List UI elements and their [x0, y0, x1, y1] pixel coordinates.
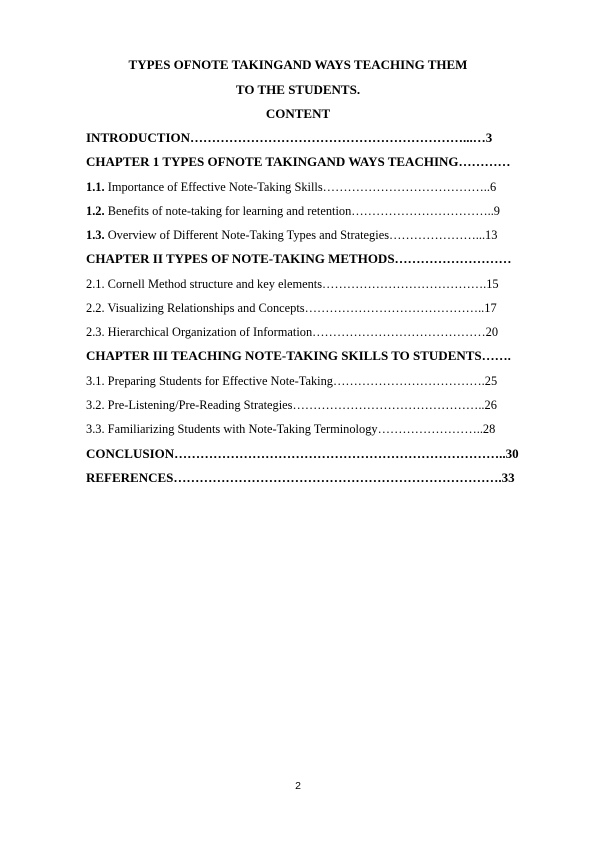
toc-entry-section-3-1 — [86, 373, 497, 389]
toc-entry-number: 1.3. — [86, 228, 105, 242]
toc-entry-chapter-3 — [86, 348, 511, 364]
document-title-line-2: TO THE STUDENTS. — [235, 82, 361, 97]
toc-entry-number: 1.2. — [86, 204, 105, 218]
toc-entry-text: REFERENCES………………………………………………………………….33 — [86, 470, 515, 485]
toc-entry-text: INTRODUCTION………………………………………………………...…3 — [86, 130, 493, 145]
toc-entry-chapter-1 — [86, 154, 511, 170]
toc-entry-section-2-1 — [86, 276, 499, 292]
toc-entry-section-1-2 — [86, 203, 500, 219]
page-number: 2 — [295, 780, 301, 792]
toc-entry-section-1-1 — [86, 179, 496, 195]
content-heading: CONTENT — [265, 106, 331, 121]
toc-entry-section-1-3 — [86, 227, 497, 243]
toc-entry-section-3-3 — [86, 421, 495, 437]
toc-entry-text: CHAPTER II TYPES OF NOTE-TAKING METHODS……………………… — [86, 251, 512, 266]
toc-entry-conclusion — [86, 446, 519, 462]
toc-entry-references — [86, 470, 515, 486]
toc-entry-introduction — [86, 130, 492, 146]
toc-entry-text: CONCLUSION…………………………………………………………………..30 — [86, 446, 519, 461]
toc-entry-text: 3.3. Familiarizing Students with Note-Taking Terminology……………………..28 — [86, 422, 496, 436]
toc-entry-text: 3.1. Preparing Students for Effective Note-Taking……………………………….25 — [86, 374, 498, 388]
toc-entry-section-2-3 — [86, 324, 498, 340]
toc-entry-section-3-2 — [86, 397, 497, 413]
toc-entry-text: CHAPTER 1 TYPES OFNOTE TAKINGAND WAYS TEACHING………… — [86, 154, 511, 169]
toc-entry-text: Overview of Different Note-Taking Types and Strategies…………………...13 — [104, 228, 498, 242]
toc-entry-text: Benefits of note-taking for learning and retention……………………………..9 — [104, 204, 500, 218]
toc-entry-text: 2.3. Hierarchical Organization of Information……………………………………20 — [86, 325, 499, 339]
toc-entry-text: 2.2. Visualizing Relationships and Concepts……………………………………..17 — [86, 301, 497, 315]
toc-entry-section-2-2 — [86, 300, 497, 316]
toc-entry-text: CHAPTER III TEACHING NOTE-TAKING SKILLS TO STUDENTS……. — [86, 348, 511, 363]
document-title-line-1: TYPES OFNOTE TAKINGAND WAYS TEACHING THEM — [128, 57, 468, 72]
toc-entry-text: Importance of Effective Note-Taking Skills…………………………………..6 — [104, 180, 497, 194]
toc-entry-number: 1.1. — [86, 180, 105, 194]
toc-entry-text: 2.1. Cornell Method structure and key elements………………………………….15 — [86, 277, 499, 291]
toc-entry-text: 3.2. Pre-Listening/Pre-Reading Strategies………………………………………..26 — [86, 398, 497, 412]
toc-entry-chapter-2 — [86, 251, 512, 267]
